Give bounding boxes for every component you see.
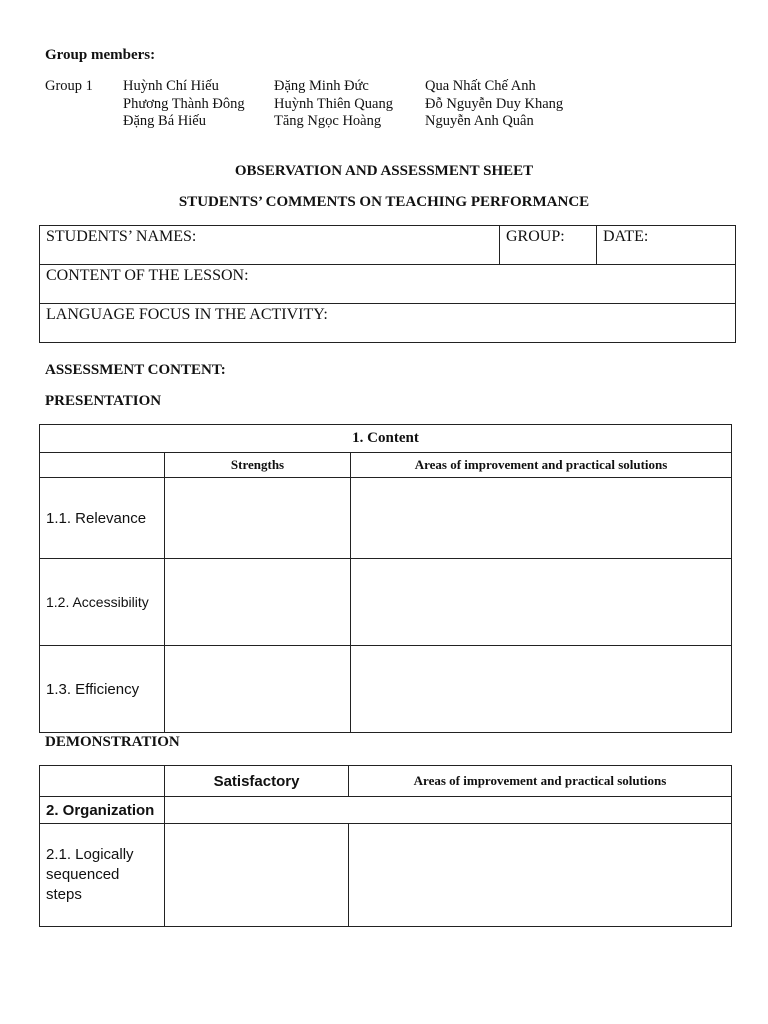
- info-table: [39, 225, 736, 343]
- language-focus-field[interactable]: LANGUAGE FOCUS IN THE ACTIVITY:: [40, 304, 736, 343]
- table-row: [40, 559, 732, 646]
- group-label: Group 1: [45, 78, 93, 94]
- members-column-1: [123, 78, 245, 131]
- demonstration-heading: DEMONSTRATION: [45, 734, 180, 750]
- improvement-header: Areas of improvement and practical solutions: [349, 766, 732, 797]
- table-row: [40, 824, 732, 927]
- content-table-title: 1. Content: [40, 425, 732, 453]
- member-name: Huỳnh Thiên Quang: [274, 95, 393, 112]
- member-name: Huỳnh Chí Hiếu: [123, 78, 219, 94]
- table-row: [40, 646, 732, 733]
- lesson-content-field[interactable]: CONTENT OF THE LESSON:: [40, 265, 736, 304]
- member-name: Đỗ Nguyễn Duy Khang: [425, 95, 564, 112]
- empty-header-cell: [40, 453, 165, 478]
- members-column-3: [425, 78, 563, 131]
- criterion-label: 1.2. Accessibility: [40, 559, 165, 646]
- table-row: [40, 478, 732, 559]
- improvement-cell[interactable]: [351, 559, 732, 646]
- member-name: Tăng Ngọc Hoàng: [274, 113, 382, 129]
- satisfactory-cell[interactable]: [165, 824, 349, 927]
- strengths-cell[interactable]: [165, 646, 351, 733]
- group-field[interactable]: GROUP:: [500, 226, 597, 265]
- improvement-cell[interactable]: [349, 824, 732, 927]
- strengths-cell[interactable]: [165, 559, 351, 646]
- assessment-content-heading: ASSESSMENT CONTENT:: [45, 362, 226, 378]
- students-names-field[interactable]: STUDENTS’ NAMES:: [40, 226, 500, 265]
- member-name: Đặng Minh Đức: [274, 78, 369, 94]
- content-table: [39, 424, 732, 733]
- members-column-2: [274, 78, 393, 131]
- organization-row-cell: [165, 797, 732, 824]
- satisfactory-header: Satisfactory: [165, 766, 349, 797]
- demonstration-table: [39, 765, 732, 927]
- date-field[interactable]: DATE:: [597, 226, 736, 265]
- improvement-header: Areas of improvement and practical solutions: [351, 453, 732, 478]
- improvement-cell[interactable]: [351, 478, 732, 559]
- main-title: OBSERVATION AND ASSESSMENT SHEET: [234, 163, 534, 179]
- member-name: Nguyễn Anh Quân: [425, 113, 534, 129]
- group-members-heading: Group members:: [45, 47, 156, 63]
- strengths-cell[interactable]: [165, 478, 351, 559]
- member-name: Phương Thành Đông: [123, 95, 245, 112]
- empty-header-cell: [40, 766, 165, 797]
- organization-label: 2. Organization: [40, 797, 165, 824]
- criterion-label: 1.1. Relevance: [40, 478, 165, 559]
- criterion-label: 2.1. Logically sequenced steps: [40, 824, 165, 927]
- sub-title: STUDENTS’ COMMENTS ON TEACHING PERFORMANCE: [178, 194, 590, 210]
- member-name: Đặng Bá Hiếu: [123, 113, 206, 129]
- criterion-label: 1.3. Efficiency: [40, 646, 165, 733]
- improvement-cell[interactable]: [351, 646, 732, 733]
- member-name: Qua Nhất Chế Anh: [425, 78, 536, 94]
- presentation-heading: PRESENTATION: [45, 393, 162, 409]
- strengths-header: Strengths: [165, 453, 351, 478]
